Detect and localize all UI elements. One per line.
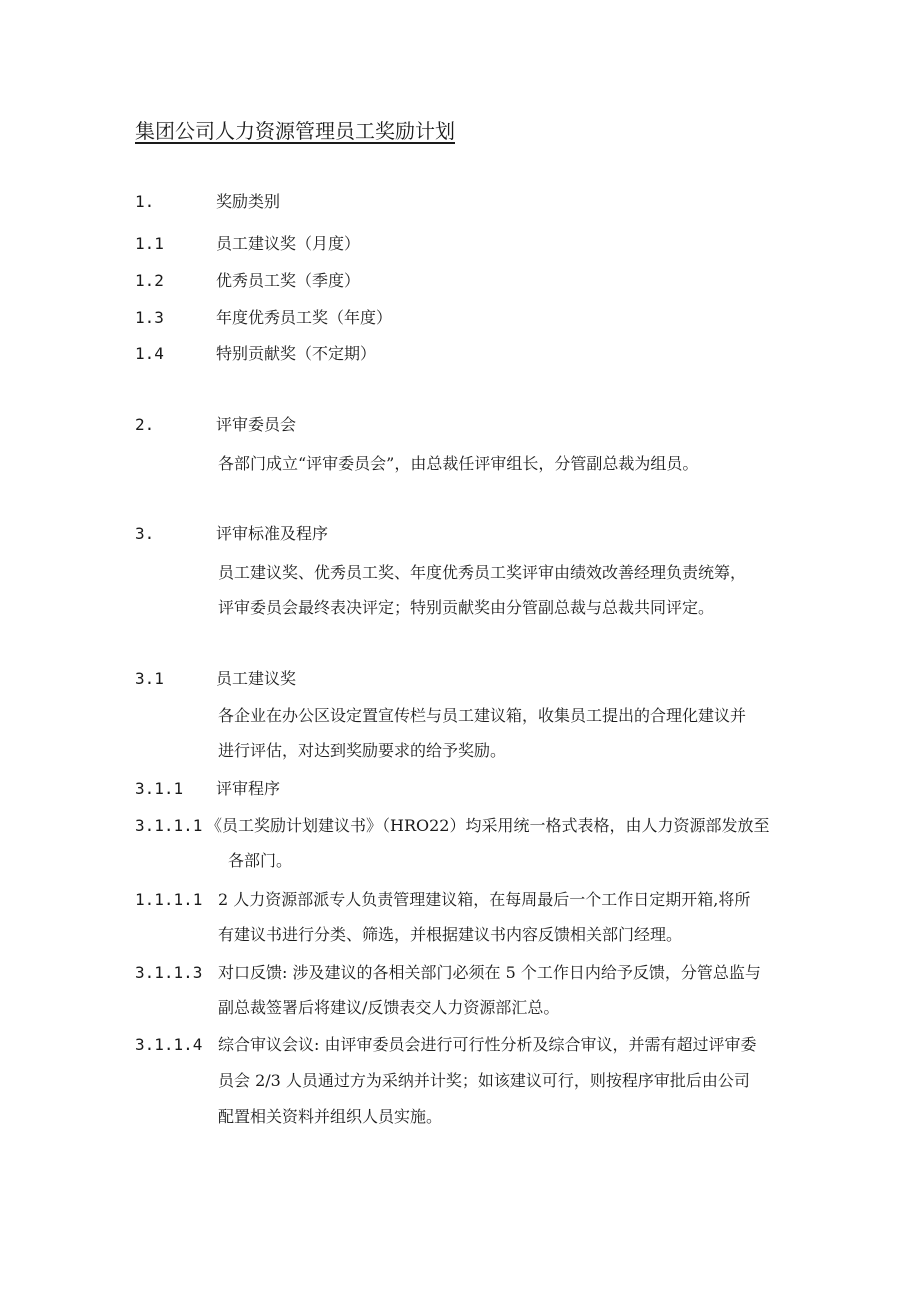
paragraph-line: 2 人力资源部派专人负责管理建议箱，在每周最后一个工作日定期开箱,将所	[218, 890, 751, 909]
list-item-text: 员工建议奖（月度）	[216, 234, 361, 253]
section-2-number: 2.	[135, 415, 155, 434]
section-1-number: 1.	[135, 192, 155, 211]
section-3-1-body-line: 各企业在办公区设定置宣传栏与员工建议箱，收集员工提出的合理化建议并	[218, 706, 747, 725]
section-3-body-line: 评审委员会最终表决评定；特别贡献奖由分管副总裁与总裁共同评定。	[218, 598, 715, 617]
section-3-number: 3.	[135, 524, 155, 543]
section-3-heading: 评审标准及程序	[216, 524, 329, 543]
paragraph-number: 3.1.1.3	[135, 963, 203, 982]
paragraph-line: 对口反馈: 涉及建议的各相关部门必须在 5 个工作日内给予反馈，分管总监与	[218, 963, 761, 982]
section-3-1-number: 3.1	[135, 669, 164, 688]
list-item-text: 优秀员工奖（季度）	[216, 271, 361, 290]
section-1-heading: 奖励类别	[216, 192, 281, 211]
list-item-text: 特别贡献奖（不定期）	[216, 344, 377, 363]
section-3-1-1-heading: 评审程序	[216, 779, 281, 798]
paragraph-number: 1.1.1.1	[135, 890, 203, 909]
paragraph-line: 员会 2/3 人员通过方为采纳并计奖；如该建议可行，则按程序审批后由公司	[218, 1071, 750, 1090]
list-item-number: 1.1	[135, 234, 164, 253]
document-title: 集团公司人力资源管理员工奖励计划	[135, 119, 455, 143]
section-3-body-line: 员工建议奖、优秀员工奖、年度优秀员工奖评审由绩效改善经理负责统筹，	[218, 563, 747, 582]
list-item-number: 1.3	[135, 308, 164, 327]
paragraph-line: 各部门。	[228, 851, 293, 870]
section-3-1-heading: 员工建议奖	[216, 669, 297, 688]
paragraph-line: 有建议书进行分类、筛选，并根据建议书内容反馈相关部门经理。	[218, 925, 683, 944]
section-2-body: 各部门成立“评审委员会”，由总裁任评审组长，分管副总裁为组员。	[218, 454, 699, 473]
paragraph-number: 3.1.1.1	[135, 816, 203, 835]
paragraph-line: 副总裁签署后将建议/反馈表交人力资源部汇总。	[218, 998, 560, 1017]
list-item-number: 1.2	[135, 271, 164, 290]
list-item-number: 1.4	[135, 344, 164, 363]
paragraph-line: 综合审议会议: 由评审委员会进行可行性分析及综合审议，并需有超过评审委	[218, 1035, 757, 1054]
paragraph-number: 3.1.1.4	[135, 1035, 203, 1054]
section-3-1-1-number: 3.1.1	[135, 779, 184, 798]
section-3-1-body-line: 进行评估，对达到奖励要求的给予奖励。	[218, 741, 507, 760]
paragraph-line: 《员工奖励计划建议书》（HRO22）均采用统一格式表格，由人力资源部发放至	[206, 816, 770, 835]
paragraph-line: 配置相关资料并组织人员实施。	[218, 1107, 443, 1126]
list-item-text: 年度优秀员工奖（年度）	[216, 308, 393, 327]
section-2-heading: 评审委员会	[216, 415, 297, 434]
